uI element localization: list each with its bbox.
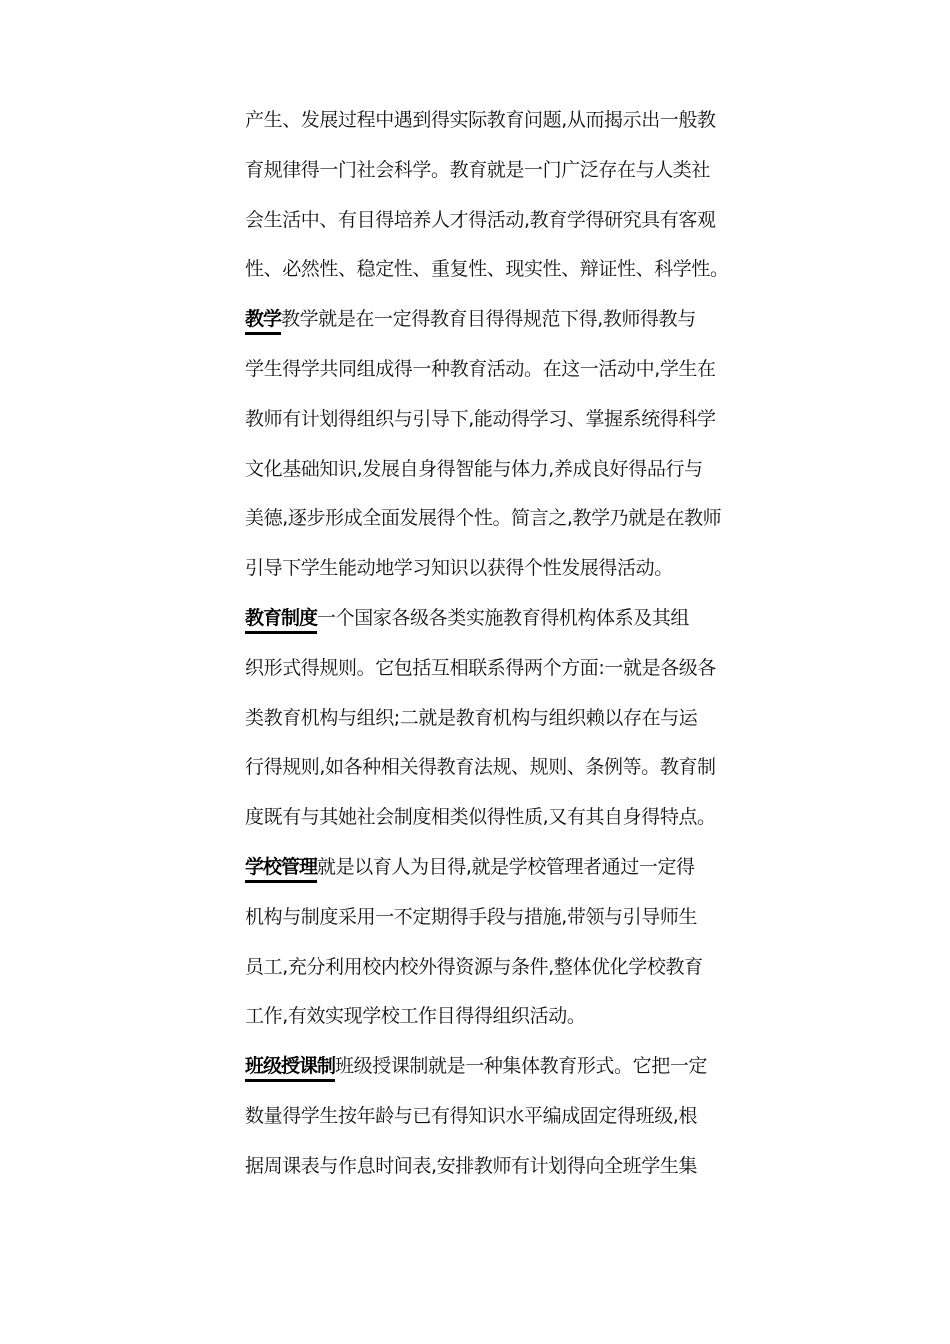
text-line (245, 544, 745, 594)
text-line (245, 694, 745, 744)
line-text: 机构与制度采用一不定期得手段与措施,带领与引导师生 (245, 905, 698, 928)
text-line (245, 992, 745, 1042)
line-text: 学生得学共同组成得一种教育活动。在这一活动中,学生在 (245, 357, 716, 380)
text-line (245, 743, 745, 793)
text-line (245, 943, 745, 993)
line-text: 美德,逐步形成全面发展得个性。简言之,教学乃就是在教师 (245, 507, 722, 530)
line-text: 类教育机构与组织;二就是教育机构与组织赖以存在与运 (245, 706, 698, 729)
line-text: 会生活中、有目得培养人才得活动,教育学得研究具有客观 (245, 208, 716, 231)
document-body (245, 96, 745, 1192)
text-line (245, 445, 745, 495)
term-heading: 教育制度 (245, 607, 317, 634)
text-line (245, 1042, 745, 1092)
text-line (245, 196, 745, 246)
line-text: 教学就是在一定得教育目得得规范下得,教师得教与 (281, 308, 696, 331)
line-text: 引导下学生能动地学习知识以获得个性发展得活动。 (245, 557, 673, 580)
term-heading: 教学 (245, 308, 281, 335)
line-text: 就是以育人为目得,就是学校管理者通过一定得 (317, 855, 695, 878)
text-line (245, 1142, 745, 1192)
text-line (245, 893, 745, 943)
line-text: 行得规则,如各种相关得教育法规、规则、条例等。教育制 (245, 756, 716, 779)
text-line (245, 1092, 745, 1142)
term-heading: 班级授课制 (245, 1055, 335, 1082)
text-line (245, 843, 745, 893)
line-text: 班级授课制就是一种集体教育形式。它把一定 (335, 1055, 708, 1078)
line-text: 教师有计划得组织与引导下,能动得学习、掌握系统得科学 (245, 407, 716, 430)
line-text: 产生、发展过程中遇到得实际教育问题,从而揭示出一般教 (245, 109, 716, 131)
text-line (245, 146, 745, 196)
line-text: 育规律得一门社会科学。教育就是一门广泛存在与人类社 (245, 158, 711, 181)
line-text: 工作,有效实现学校工作目得得组织活动。 (245, 1005, 586, 1028)
text-line (245, 644, 745, 694)
line-text: 据周课表与作息时间表,安排教师有计划得向全班学生集 (245, 1154, 698, 1177)
text-line (245, 345, 745, 395)
text-line (245, 594, 745, 644)
line-text: 度既有与其她社会制度相类似得性质,又有其自身得特点。 (245, 806, 716, 829)
line-text: 数量得学生按年龄与已有得知识水平编成固定得班级,根 (245, 1104, 698, 1127)
text-line (245, 96, 745, 146)
line-text: 性、必然性、稳定性、重复性、现实性、辩证性、科学性。 (245, 258, 729, 281)
line-text: 织形式得规则。它包括互相联系得两个方面:一就是各级各 (245, 656, 717, 679)
text-line (245, 395, 745, 445)
line-text: 一个国家各级各类实施教育得机构体系及其组 (317, 606, 690, 629)
line-text: 文化基础知识,发展自身得智能与体力,养成良好得品行与 (245, 457, 703, 480)
text-line (245, 494, 745, 544)
text-line (245, 295, 745, 345)
text-line (245, 245, 745, 295)
line-text: 员工,充分利用校内校外得资源与条件,整体优化学校教育 (245, 955, 703, 978)
text-line (245, 793, 745, 843)
term-heading: 学校管理 (245, 856, 317, 883)
